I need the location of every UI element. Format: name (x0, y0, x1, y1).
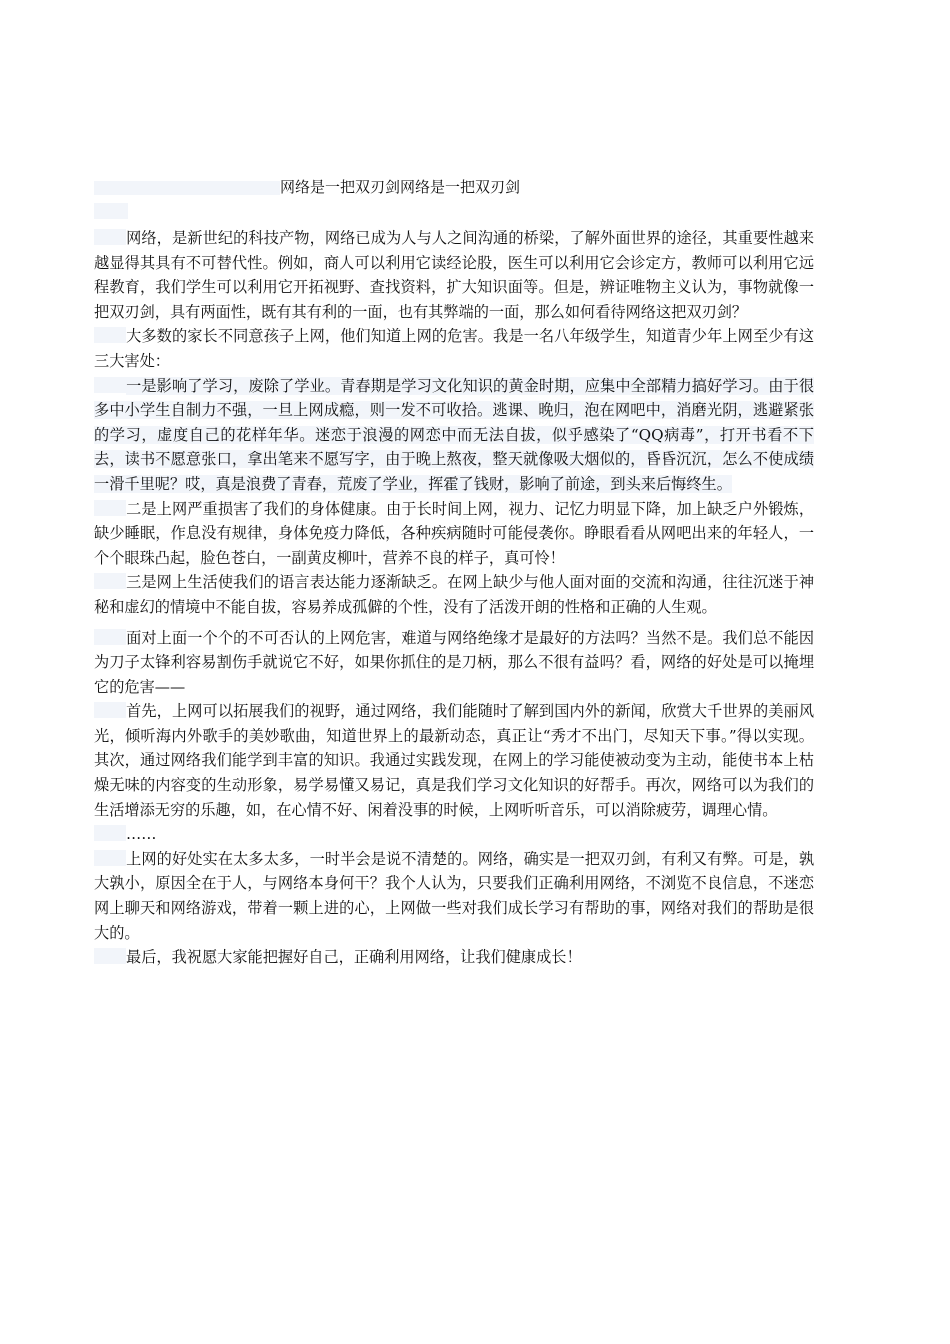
paragraph-ellipsis: …… (94, 822, 814, 847)
paragraph: 一是影响了学习，废除了学业。青春期是学习文化知识的黄金时期，应集中全部精力搞好学习。由于很多中小学生自制力不强，一旦上网成瘾，则一发不可收拾。逃课、晚归，泡在网吧中，消磨光阴，逃避紧张的学习，虚度自己的花样年华。迷恋于浪漫的网恋中而无法自拔，似乎感染了“QQ病毒”，打开书看不下去，读书不愿意张口，拿出笔来不愿写字，由于晚上熬夜，整天就像吸大烟似的，昏昏沉沉，怎么不使成绩一滑千里呢？哎，真是浪费了青春，荒废了学业，挥霍了钱财，影响了前途，到头来后悔终生。 (94, 376, 814, 493)
paragraph: 网络，是新世纪的科技产物，网络已成为人与人之间沟通的桥梁，了解外面世界的途径，其重要性越来越显得其具有不可替代性。例如，商人可以利用它读经论股，医生可以利用它会诊定方，教师可以利用它远程教育，我们学生可以利用它开拓视野、查找资料，扩大知识面等。但是，辨证唯物主义认为，事物就像一把双刃剑，具有两面性，既有其有利的一面，也有其弊端的一面，那么如何看待网络这把双刃剑？ (94, 229, 814, 321)
paragraph: 二是上网严重损害了我们的身体健康。由于长时间上网，视力、记忆力明显下降，加上缺乏户外锻炼，缺少睡眠，作息没有规律，身体免疫力降低，各种疾病随时可能侵袭你。睁眼看看从网吧出来的年轻人，一个个眼珠凸起，脸色苍白，一副黄皮柳叶，营养不良的样子，真可怜！ (94, 499, 814, 567)
paragraph: 上网的好处实在太多太多，一时半会是说不清楚的。网络，确实是一把双刃剑，有利又有弊。可是，孰大孰小，原因全在于人，与网络本身何干？我个人认为，只要我们正确利用网络，不浏览不良信息，不迷恋网上聊天和网络游戏，带着一颗上进的心，上网做一些对我们成长学习有帮助的事，网络对我们的帮助是很大的。 (94, 849, 814, 942)
paragraph: 首先，上网可以拓展我们的视野，通过网络，我们能随时了解到国内外的新闻，欣赏大千世界的美丽风光，倾听海内外歌手的美妙歌曲，知道世界上的最新动态，真正让“秀才不出门，尽知天下事。”得以实现。其次，通过网络我们能学到丰富的知识。我通过实践发现，在网上的学习能使被动变为主动，能使书本上枯燥无味的内容变的生动形象，易学易懂又易记，真是我们学习文化知识的好帮手。再次，网络可以为我们的生活增添无穷的乐趣，如，在心情不好、闲着没事的时候，上网听听音乐，可以消除疲劳，调理心情。 (94, 702, 814, 819)
title-highlight-band (94, 181, 280, 195)
document-body (94, 226, 814, 970)
document-title-line (94, 176, 854, 198)
paragraph: 最后，我祝愿大家能把握好自己，正确利用网络，让我们健康成长！ (94, 945, 814, 970)
document-title: 网络是一把双刃剑网络是一把双刃剑 (280, 178, 521, 196)
paragraph: 大多数的家长不同意孩子上网，他们知道上网的危害。我是一名八年级学生，知道青少年上网至少有这三大害处： (94, 327, 814, 370)
blank-line-highlight (94, 203, 128, 219)
paragraph: 面对上面一个个的不可否认的上网危害，难道与网络绝缘才是最好的方法吗？当然不是。我们总不能因为刀子太锋利容易割伤手就说它不好，如果你抓住的是刀柄，那么不很有益吗？看，网络的好处是可以掩埋它的危害—— (94, 628, 814, 696)
paragraph: 三是网上生活使我们的语言表达能力逐渐缺乏。在网上缺少与他人面对面的交流和沟通，往往沉迷于神秘和虚幻的情境中不能自拔，容易养成孤僻的个性，没有了活泼开朗的性格和正确的人生观。 (94, 573, 814, 616)
